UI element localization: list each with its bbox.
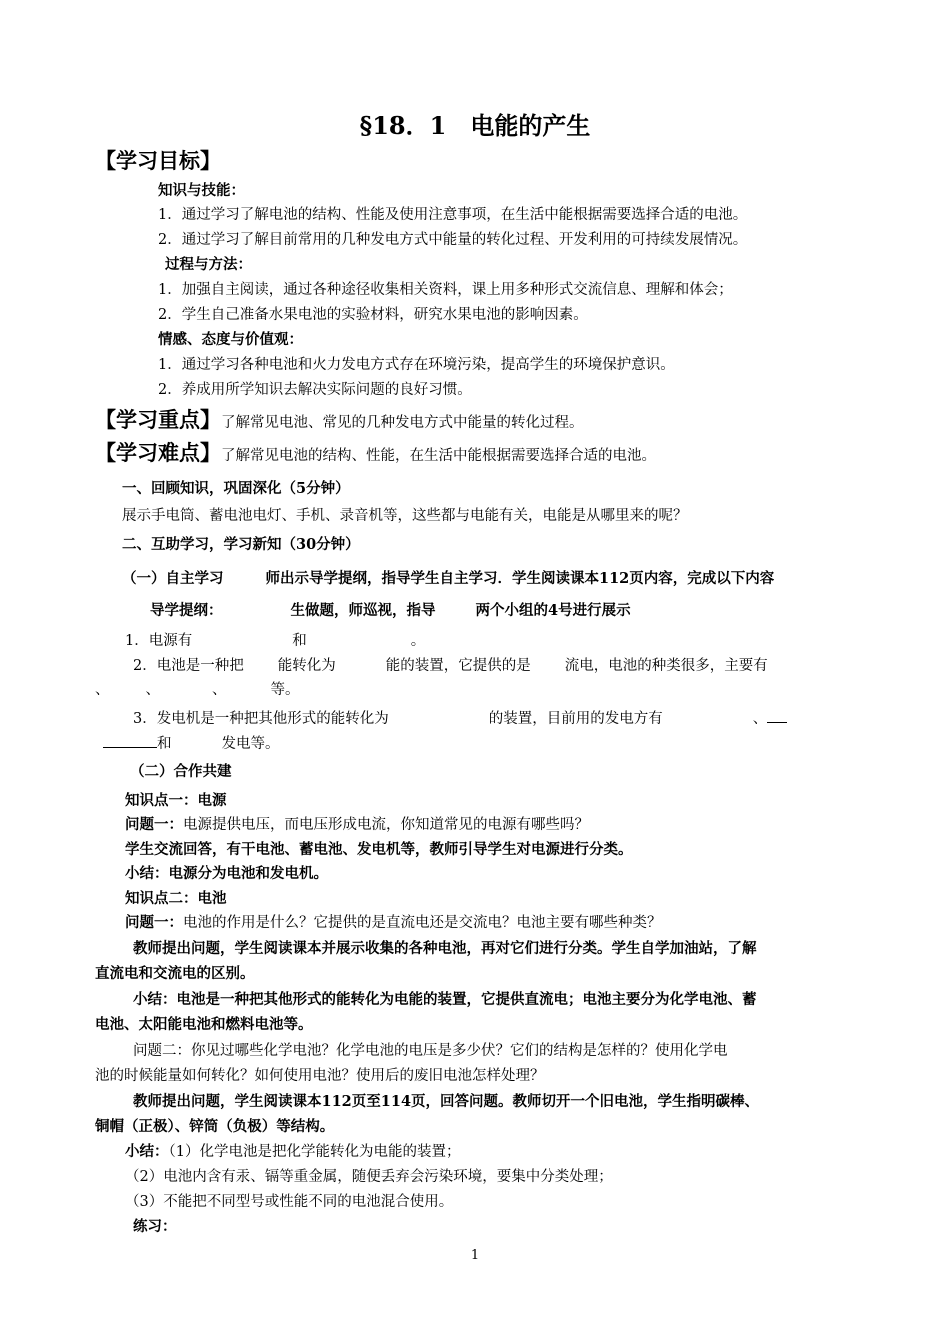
- kp2-answer-2-line-2: 铜帽（正极）、锌筒（负极）等结构。: [95, 1118, 335, 1135]
- self-study-label: （一）自主学习: [122, 570, 224, 587]
- coop-heading: （二）合作共建: [130, 763, 232, 780]
- question-2-text-a: 2．电池是一种把: [133, 658, 244, 674]
- kp2-answer-1-line-2: 直流电和交流电的区别。: [95, 965, 255, 982]
- process-item-1: 1．加强自主阅读，通过各种途径收集相关资料，课上用多种形式交流信息、理解和体会；: [158, 282, 733, 298]
- outline-mid: 生做题，师巡视，指导: [290, 602, 436, 619]
- outline-line: [150, 601, 631, 621]
- self-study-line: [122, 569, 774, 589]
- outline-tail: 两个小组的4号进行展示: [475, 602, 631, 619]
- kp2-summary-1-line-1: 小结：电池是一种把其他形式的能转化为电能的装置，它提供直流电；电池主要分为化学电池、蓄: [133, 991, 757, 1008]
- knowledge-heading: 知识与技能：: [158, 182, 245, 199]
- process-item-2: 2．学生自己准备水果电池的实验材料，研究水果电池的影响因素。: [158, 307, 588, 323]
- question-1-text-b: 和: [292, 633, 307, 649]
- kp2-question-2-line-1: 问题二：你见过哪些化学电池？化学电池的电压是多少伏？它们的结构是怎样的？使用化学电: [133, 1043, 728, 1059]
- question-1-text-a: 1．电源有: [125, 633, 193, 649]
- kp2-question-1-text: 电池的作用是什么？它提供的是直流电还是交流电？电池主要有哪些种类？: [183, 915, 662, 931]
- key-point-heading: 【学习重点】: [95, 407, 221, 432]
- part2-heading: 二、互助学习，学习新知（30分钟）: [122, 536, 360, 553]
- exercise-label: 练习：: [133, 1218, 177, 1235]
- question-3-text-b: 的装置，目前用的发电方有: [488, 711, 663, 727]
- kp1-question: [125, 815, 589, 835]
- question-2-cont: [95, 680, 300, 700]
- kp2-question-1: [125, 913, 662, 933]
- question-3-text-d: 和: [157, 736, 172, 752]
- self-study-text: 师出示导学提纲，指导学生自主学习．学生阅读课本112页内容，完成以下内容: [265, 570, 775, 587]
- kp2-question-2-line-2: 池的时候能量如何转化？如何使用电池？使用后的废旧电池怎样处理？: [95, 1068, 545, 1084]
- question-2-sep-2: 、: [145, 682, 160, 698]
- emotion-heading: 情感、态度与价值观：: [158, 331, 303, 348]
- question-3-text-e: 发电等。: [221, 736, 280, 752]
- question-2-sep-1: 、: [95, 682, 110, 698]
- question-3-text-a: 3．发电机是一种把其他形式的能转化为: [133, 711, 389, 727]
- question-3-cont: [103, 733, 280, 754]
- question-2-tail: 等。: [270, 682, 300, 698]
- emotion-item-2: 2．养成用所学知识去解决实际问题的良好习惯。: [158, 382, 472, 398]
- question-2-text-c: 能的装置，它提供的是: [385, 658, 531, 674]
- kp2-summary-1-line-2: 电池、太阳能电池和燃料电池等。: [95, 1016, 313, 1033]
- key-point: [95, 407, 584, 433]
- goals-heading: 【学习目标】: [95, 148, 221, 173]
- question-2: [133, 656, 768, 676]
- part1-heading: 一、回顾知识，巩固深化（5分钟）: [122, 480, 350, 497]
- key-point-text: 了解常见电池、常见的几种发电方式中能量的转化过程。: [221, 415, 584, 431]
- part1-text: 展示手电筒、蓄电池电灯、手机、录音机等，这些都与电能有关，电能是从哪里来的呢？: [122, 508, 688, 524]
- question-2-text-d: 流电，电池的种类很多，主要有: [564, 658, 768, 674]
- kp1-heading: 知识点一：电源: [125, 792, 227, 809]
- question-2-text-b: 能转化为: [277, 658, 336, 674]
- difficult-point-heading: 【学习难点】: [95, 440, 221, 465]
- kp2-summary-2-item-1: （1）化学电池是把化学能转化为电能的装置；: [168, 1144, 461, 1160]
- difficult-point: [95, 440, 656, 466]
- question-1: [125, 631, 425, 651]
- knowledge-item-1: 1．通过学习了解电池的结构、性能及使用注意事项，在生活中能根据需要选择合适的电池。: [158, 207, 748, 223]
- kp2-summary-2-line-1: [125, 1142, 460, 1162]
- blank-underline: [767, 708, 787, 723]
- kp2-answer-2-line-1: 教师提出问题，学生阅读课本112页至114页，回答问题。教师切开一个旧电池，学生指明碳棒、: [133, 1093, 760, 1110]
- kp1-answer: 学生交流回答，有干电池、蓄电池、发电机等，教师引导学生对电源进行分类。: [125, 841, 633, 858]
- page-number: 1: [470, 1248, 480, 1263]
- knowledge-item-2: 2．通过学习了解目前常用的几种发电方式中能量的转化过程、开发利用的可持续发展情况。: [158, 232, 748, 248]
- outline-label: 导学提纲：: [150, 602, 223, 619]
- question-1-text-c: 。: [410, 633, 426, 649]
- kp2-summary-2-label: 小结：: [125, 1143, 169, 1160]
- difficult-point-text: 了解常见电池的结构、性能，在生活中能根据需要选择合适的电池。: [221, 448, 656, 464]
- blank-underline: [103, 733, 157, 748]
- kp1-summary: 小结：电源分为电池和发电机。: [125, 865, 328, 882]
- kp2-question-1-label: 问题一：: [125, 914, 183, 931]
- question-3: [133, 708, 787, 729]
- emotion-item-1: 1．通过学习各种电池和火力发电方式存在环境污染，提高学生的环境保护意识。: [158, 357, 675, 373]
- page-title: §18．1 电能的产生: [359, 111, 591, 140]
- question-2-sep-3: 、: [212, 682, 227, 698]
- kp1-question-label: 问题一：: [125, 816, 183, 833]
- process-heading: 过程与方法：: [165, 256, 252, 273]
- kp2-summary-2-item-2: （2）电池内含有汞、镉等重金属，随便丢弃会污染环境，要集中分类处理；: [125, 1169, 613, 1185]
- kp2-answer-1-line-1: 教师提出问题，学生阅读课本并展示收集的各种电池，再对它们进行分类。学生自学加油站，了解: [133, 940, 757, 957]
- kp2-summary-2-item-3: （3）不能把不同型号或性能不同的电池混合使用。: [125, 1194, 454, 1210]
- kp1-question-text: 电源提供电压，而电压形成电流，你知道常见的电源有哪些吗？: [183, 817, 589, 833]
- question-3-text-c: 、: [752, 711, 768, 727]
- kp2-heading: 知识点二：电池: [125, 890, 227, 907]
